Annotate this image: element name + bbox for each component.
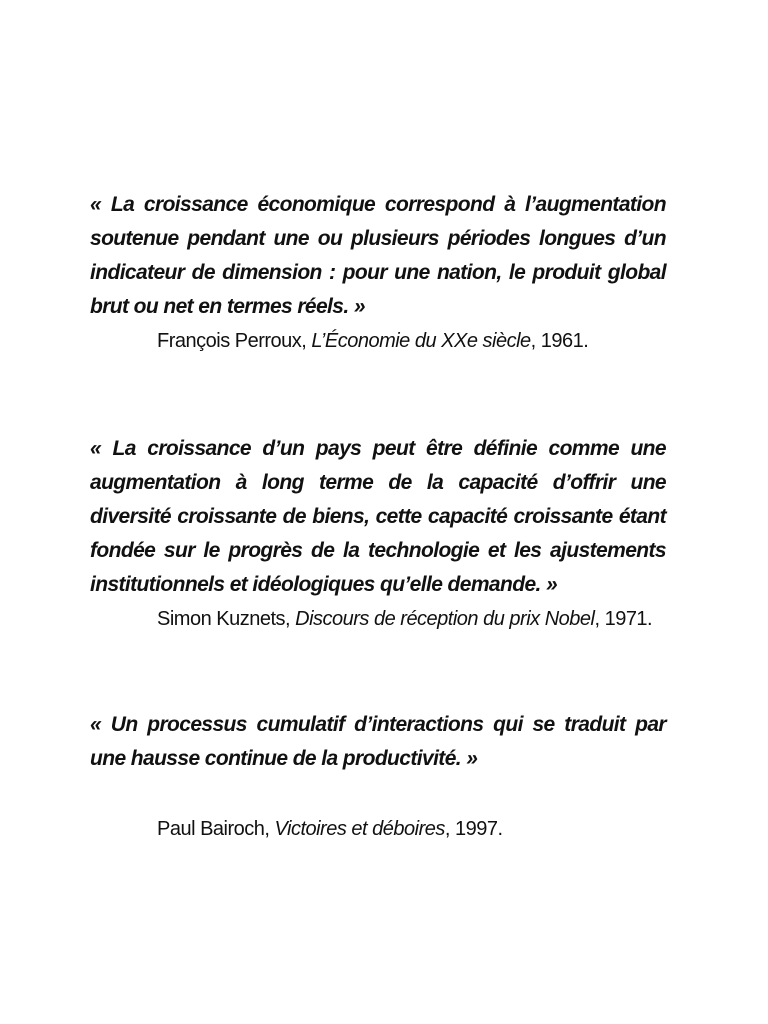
source-kuznets: [157, 605, 717, 633]
source-bairoch: [157, 815, 717, 843]
work-kuznets: Discours de réception du prix Nobel: [295, 608, 595, 630]
author-bairoch: Paul Bairoch,: [157, 818, 275, 840]
year-bairoch: , 1997.: [444, 818, 503, 840]
work-bairoch: Victoires et déboires: [274, 818, 445, 840]
year-kuznets: , 1971.: [594, 608, 653, 630]
quote-bairoch: « Un processus cumulatif d’interactions qui se traduit par une hausse continue de la productivité. »: [90, 713, 666, 770]
author-kuznets: Simon Kuznets,: [157, 608, 296, 630]
quote-perroux: « La croissance économique correspond à l’augmentation soutenue pendant une ou plusieurs périodes longues d’un indicateur de dimension : pour une nation, le produit global brut ou net en termes réels. »: [90, 193, 666, 318]
quote-kuznets: « La croissance d’un pays peut être définie comme une augmentation à long terme de la capacité d’offrir une diversité croissante de biens, cette capacité croissante étant fondée sur le progrès de la technologie et les ajustements institutionnels et idéologiques qu’elle demande. »: [90, 437, 666, 596]
work-perroux: L’Économie du XXe siècle: [311, 330, 531, 352]
author-perroux: François Perroux,: [157, 330, 312, 352]
year-perroux: , 1961.: [530, 330, 589, 352]
source-perroux: [157, 327, 717, 355]
